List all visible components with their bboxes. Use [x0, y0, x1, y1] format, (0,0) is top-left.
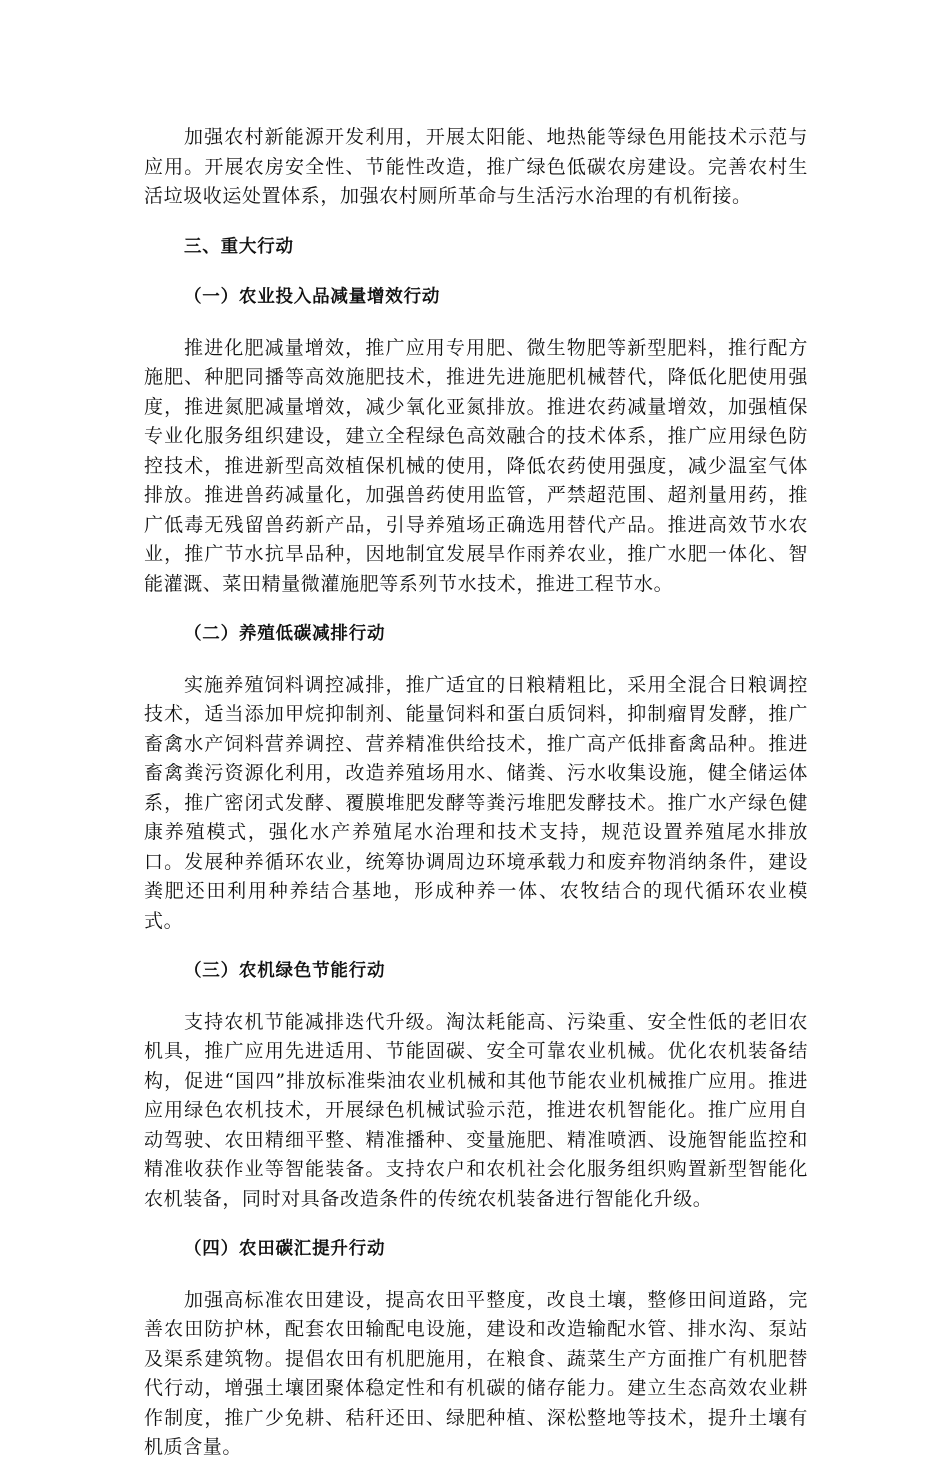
spacer [144, 313, 808, 334]
spacer [144, 650, 808, 671]
subsection-body-1: 推进化肥减量增效，推广应用专用肥、微生物肥等新型肥料，推行配方施肥、种肥同播等高效施肥技术，推进先进施肥机械替代，降低化肥使用强度，推进氮肥减量增效，减少氧化亚氮排放。推进农药减量增效，加强植保专业化服务组织建设，建立全程绿色高效融合的技术体系，推广应用绿色防控技术，推进新型高效植保机械的使用，降低农药使用强度，减少温室气体排放。推进兽药减量化，加强兽药使用监管，严禁超范围、超剂量用药，推广低毒无残留兽药新产品，引导养殖场正确选用替代产品。推进高效节水农业，推广节水抗旱品种，因地制宜发展旱作雨养农业，推广水肥一体化、智能灌溉、菜田精量微灌施肥等系列节水技术，推进工程节水。 [144, 336, 808, 595]
spacer [144, 1265, 808, 1286]
subsection-heading-1: （一）农业投入品减量增效行动 [184, 287, 441, 307]
intro-paragraph: 加强农村新能源开发利用，开展太阳能、地热能等绿色用能技术示范与应用。开展农房安全性、节能性改造，推广绿色低碳农房建设。完善农村生活垃圾收运处置体系，加强农村厕所革命与生活污水治理的有机衔接。 [144, 126, 808, 207]
spacer [144, 936, 808, 957]
spacer [144, 987, 808, 1008]
spacer [144, 262, 808, 283]
spacer [144, 212, 808, 233]
spacer [144, 1214, 808, 1235]
section-heading: 三、重大行动 [184, 236, 294, 257]
subsection-heading-4: （四）农田碳汇提升行动 [184, 1239, 386, 1259]
subsection-body-4: 加强高标准农田建设，提高农田平整度，改良土壤，整修田间道路，完善农田防护林，配套农田输配电设施，建设和改造输配水管、排水沟、泵站及渠系建筑物。提倡农田有机肥施用，在粮食、蔬菜生产方面推广有机肥替代行动，增强土壤团聚体稳定性和有机碳的储存能力。建立生态高效农业耕作制度，推广少免耕、秸秆还田、绿肥种植、深松整地等技术，提升土壤有机质含量。 [144, 1288, 808, 1458]
subsection-body-2: 实施养殖饲料调控减排，推广适宜的日粮精粗比，采用全混合日粮调控技术，适当添加甲烷抑制剂、能量饲料和蛋白质饲料，抑制瘤胃发酵，推广畜禽水产饲料营养调控、营养精准供给技术，推广高产低排畜禽品种。推进畜禽粪污资源化利用，改造养殖场用水、储粪、污水收集设施，健全储运体系，推广密闭式发酵、覆膜堆肥发酵等粪污堆肥发酵技术。推广水产绿色健康养殖模式，强化水产养殖尾水治理和技术支持，规范设置养殖尾水排放口。发展种养循环农业，统筹协调周边环境承载力和废弃物消纳条件，建设粪肥还田利用种养结合基地，形成种养一体、农牧结合的现代循环农业模式。 [144, 673, 808, 932]
spacer [144, 599, 808, 620]
subsection-heading-3: （三）农机绿色节能行动 [184, 961, 386, 981]
document-body [144, 123, 808, 1463]
subsection-heading-2: （二）养殖低碳减排行动 [184, 624, 386, 644]
subsection-body-3: 支持农机节能减排迭代升级。淘汰耗能高、污染重、安全性低的老旧农机具，推广应用先进适用、节能固碳、安全可靠农业机械。优化农机装备结构，促进“国四”排放标准柴油农业机械和其他节能农业机械推广应用。推进应用绿色农机技术，开展绿色机械试验示范，推进农机智能化。推广应用自动驾驶、农田精细平整、精准播种、变量施肥、精准喷洒、设施智能监控和精准收获作业等智能装备。支持农户和农机社会化服务组织购置新型智能化农机装备，同时对具备改造条件的传统农机装备进行智能化升级。 [144, 1010, 808, 1210]
